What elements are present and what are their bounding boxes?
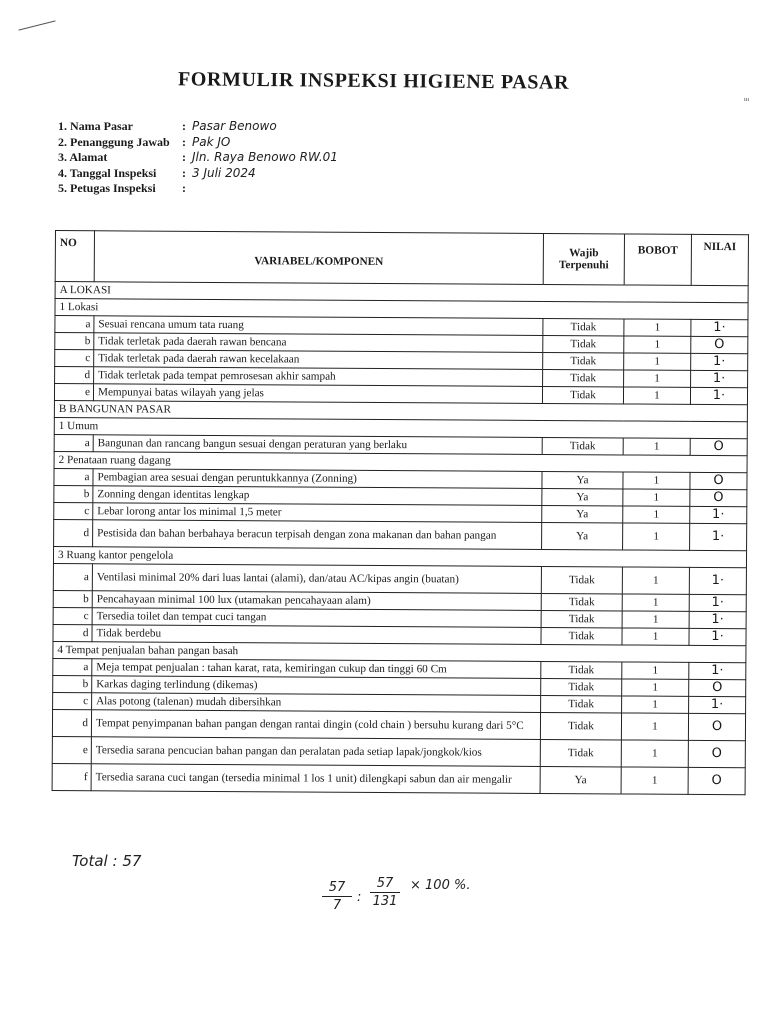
info-row-petugas-inspeksi	[58, 181, 338, 197]
row-wajib: Tidak	[540, 739, 621, 766]
info-value-penanggung-jawab: Pak JO	[192, 134, 231, 149]
row-variabel: Tersedia toilet dan tempat cuci tangan	[92, 608, 541, 628]
fraction-1-denominator: 7	[332, 898, 342, 913]
row-bobot: 1	[621, 740, 688, 767]
header-nilai: NILAI	[691, 234, 748, 285]
fraction-1-numerator: 57	[322, 880, 352, 897]
row-letter: e	[54, 384, 93, 401]
section-label: A LOKASI	[55, 282, 748, 303]
row-wajib: Tidak	[541, 627, 622, 644]
table-row	[52, 709, 745, 740]
row-wajib: Ya	[542, 522, 623, 549]
row-wajib: Tidak	[541, 661, 622, 678]
row-letter: c	[53, 692, 92, 709]
row-bobot: 1	[622, 679, 689, 696]
row-letter: e	[52, 736, 91, 763]
row-wajib: Tidak	[543, 335, 624, 352]
row-letter: c	[55, 350, 94, 367]
row-letter: d	[53, 624, 92, 641]
info-colon: :	[182, 134, 186, 149]
info-block	[58, 119, 338, 197]
row-bobot: 1	[624, 336, 691, 353]
fraction-1	[322, 880, 352, 913]
info-row-nama-pasar	[58, 119, 338, 135]
info-label: 3. Alamat	[58, 150, 108, 164]
info-label: 5. Petugas Inspeksi	[58, 181, 156, 195]
row-variabel: Meja tempat penjualan : tahan karat, rata, kemiringan cukup dan tinggi 60 Cm	[92, 659, 541, 679]
row-variabel: Tidak terletak pada tempat pemrosesan akhir sampah	[94, 367, 543, 387]
info-row-tanggal-inspeksi	[58, 166, 338, 182]
row-nilai: 1·	[689, 628, 746, 645]
equals-sign: :	[357, 890, 362, 905]
row-variabel: Tersedia sarana pencucian bahan pangan dan peralatan pada setiap lapak/jongkok/kios	[91, 737, 540, 767]
row-nilai: 1·	[690, 523, 747, 550]
row-nilai: 1·	[690, 387, 747, 404]
row-variabel: Sesuai rencana umum tata ruang	[94, 316, 543, 336]
row-nilai: O	[690, 489, 747, 506]
row-letter: c	[53, 607, 92, 624]
row-nilai: O	[690, 438, 747, 455]
row-nilai: 1·	[689, 594, 746, 611]
row-nilai: 1·	[689, 662, 746, 679]
row-variabel: Pembagian area sesuai dengan peruntukkannya (Zonning)	[93, 469, 542, 489]
row-wajib: Tidak	[543, 318, 624, 335]
row-wajib: Ya	[540, 766, 621, 793]
header-no: NO	[55, 231, 94, 282]
row-nilai: O	[688, 767, 745, 794]
row-bobot: 1	[623, 387, 690, 404]
info-label: 4. Tanggal Inspeksi	[58, 165, 157, 180]
row-variabel: Tidak berdebu	[92, 625, 541, 645]
info-colon: :	[182, 165, 186, 180]
row-variabel: Tidak terletak pada daerah rawan kecelakaan	[94, 350, 543, 370]
section-label: 3 Ruang kantor pengelola	[53, 546, 746, 567]
info-colon: :	[182, 150, 186, 164]
row-nilai: O	[690, 472, 747, 489]
row-variabel: Tidak terletak pada daerah rawan bencana	[94, 333, 543, 353]
row-wajib: Tidak	[543, 352, 624, 369]
table-row	[52, 763, 745, 794]
form-title: FORMULIR INSPEKSI HIGIENE PASAR	[177, 68, 570, 94]
table-row	[52, 736, 745, 767]
row-bobot: 1	[624, 319, 691, 336]
row-wajib: Tidak	[541, 593, 622, 610]
row-variabel: Lebar lorong antar los minimal 1,5 meter	[93, 503, 542, 523]
info-value-nama-pasar: Pasar Benowo	[192, 119, 277, 133]
row-letter: a	[53, 563, 92, 590]
row-wajib: Ya	[542, 488, 623, 505]
info-label: 1. Nama Pasar	[58, 119, 133, 133]
row-wajib: Ya	[542, 471, 623, 488]
row-letter: d	[52, 709, 91, 736]
row-bobot: 1	[623, 438, 690, 455]
row-nilai: O	[689, 679, 746, 696]
row-bobot: 1	[623, 472, 690, 489]
header-bobot: BOBOT	[624, 234, 691, 285]
row-bobot: 1	[623, 489, 690, 506]
row-nilai: O	[688, 740, 745, 767]
row-nilai: O	[688, 713, 745, 740]
table-body	[52, 282, 748, 795]
row-variabel: Pencahayaan minimal 100 lux (utamakan pencahayaan alam)	[92, 591, 541, 611]
row-wajib: Tidak	[541, 695, 622, 712]
table-header-row	[55, 231, 748, 286]
inspection-table	[52, 230, 749, 795]
times-percent: × 100 %.	[410, 878, 471, 893]
row-wajib: Ya	[542, 505, 623, 522]
row-variabel: Ventilasi minimal 20% dari luas lantai (alami), dan/atau AC/kipas angin (buatan)	[92, 564, 541, 594]
row-variabel: Bangunan dan rancang bangun sesuai dengan peraturan yang berlaku	[93, 435, 542, 455]
calculation-handwritten	[322, 870, 522, 930]
info-colon: :	[182, 181, 186, 195]
row-nilai: 1·	[690, 506, 747, 523]
section-label: 2 Penataan ruang dagang	[54, 451, 747, 472]
row-letter: a	[54, 468, 93, 485]
info-row-penanggung-jawab	[58, 135, 338, 151]
row-wajib: Tidak	[543, 369, 624, 386]
row-wajib: Tidak	[542, 386, 623, 403]
table-row	[54, 519, 747, 550]
row-bobot: 1	[622, 696, 689, 713]
section-label: 1 Lokasi	[55, 299, 748, 320]
row-letter: d	[54, 519, 93, 546]
info-value-alamat: Jln. Raya Benowo RW.01	[192, 150, 338, 164]
row-variabel: Zonning dengan identitas lengkap	[93, 486, 542, 506]
row-letter: a	[53, 658, 92, 675]
section-label: 4 Tempat penjualan bahan pangan basah	[53, 641, 746, 662]
row-nilai: 1·	[691, 319, 748, 336]
info-value-tanggal-inspeksi: 3 Juli 2024	[192, 165, 256, 180]
row-bobot: 1	[624, 353, 691, 370]
row-bobot: 1	[622, 594, 689, 611]
info-colon: :	[182, 119, 186, 133]
corner-mark: ııı	[744, 97, 750, 103]
pen-stroke-mark	[18, 20, 55, 30]
row-bobot: 1	[623, 523, 690, 550]
row-variabel: Karkas daging terlindung (dikemas)	[92, 676, 541, 696]
row-variabel: Mempunyai batas wilayah yang jelas	[93, 384, 542, 404]
header-wajib: Wajib Terpenuhi	[543, 233, 624, 284]
row-wajib: Tidak	[541, 566, 622, 593]
fraction-2-numerator: 57	[370, 876, 400, 893]
row-letter: b	[53, 590, 92, 607]
fraction-2-denominator: 131	[372, 894, 398, 909]
row-nilai: 1·	[689, 567, 746, 594]
row-letter: a	[55, 316, 94, 333]
row-wajib: Tidak	[540, 712, 621, 739]
info-label: 2. Penanggung Jawab	[58, 134, 170, 149]
row-letter: f	[52, 763, 91, 790]
section-label: B BANGUNAN PASAR	[54, 400, 747, 421]
header-variabel: VARIABEL/KOMPONEN	[94, 231, 543, 285]
row-bobot: 1	[624, 370, 691, 387]
row-variabel: Alas potong (talenan) mudah dibersihkan	[92, 693, 541, 713]
fraction-2	[370, 876, 400, 909]
row-nilai: 1·	[689, 611, 746, 628]
row-variabel: Tempat penyimpanan bahan pangan dengan rantai dingin (cold chain ) bersuhu kurang dari 5°C	[91, 710, 540, 740]
row-nilai: O	[691, 336, 748, 353]
row-wajib: Tidak	[541, 678, 622, 695]
row-bobot: 1	[621, 767, 688, 794]
row-bobot: 1	[623, 506, 690, 523]
row-letter: a	[54, 434, 93, 451]
row-wajib: Tidak	[541, 610, 622, 627]
row-wajib: Tidak	[542, 437, 623, 454]
row-variabel: Pestisida dan bahan berbahaya beracun terpisah dengan zona makanan dan bahan pangan	[93, 520, 542, 550]
row-bobot: 1	[622, 611, 689, 628]
info-row-alamat	[58, 150, 338, 166]
row-nilai: 1·	[691, 370, 748, 387]
row-bobot: 1	[622, 628, 689, 645]
total-handwritten: Total : 57	[72, 852, 142, 870]
row-nilai: 1·	[691, 353, 748, 370]
table-row	[53, 563, 746, 594]
row-letter: b	[53, 675, 92, 692]
row-bobot: 1	[622, 567, 689, 594]
row-nilai: 1·	[689, 696, 746, 713]
section-label: 1 Umum	[54, 417, 747, 438]
row-variabel: Tersedia sarana cuci tangan (tersedia minimal 1 los 1 unit) dilengkapi sabun dan air mengalir	[91, 764, 540, 794]
row-bobot: 1	[621, 713, 688, 740]
row-bobot: 1	[622, 662, 689, 679]
row-letter: d	[55, 367, 94, 384]
row-letter: c	[54, 502, 93, 519]
row-letter: b	[55, 333, 94, 350]
row-letter: b	[54, 485, 93, 502]
